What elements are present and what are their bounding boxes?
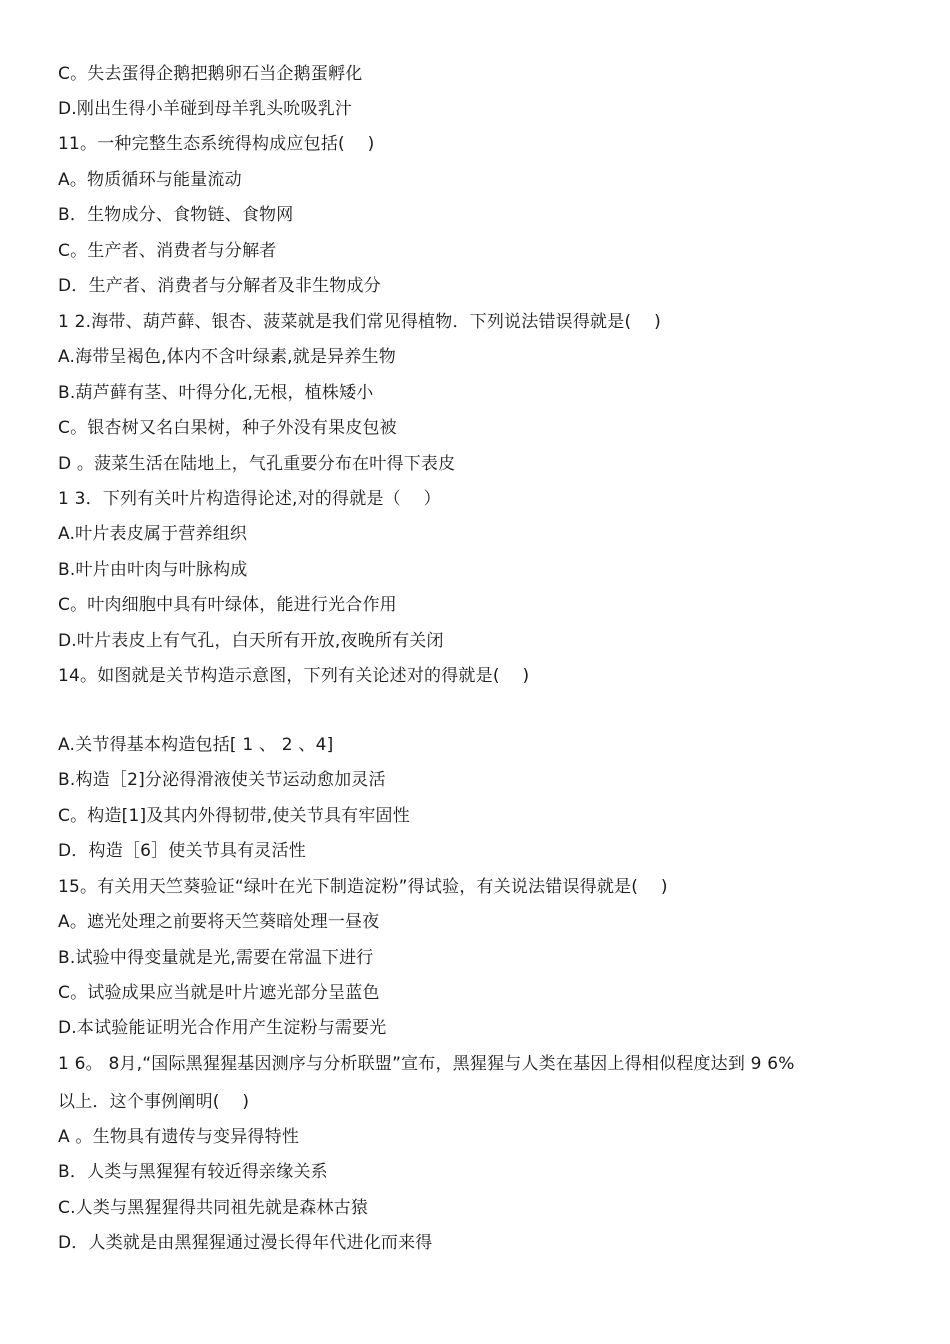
option-c: C。试验成果应当就是叶片遮光部分呈蓝色 [58, 983, 380, 1003]
option-a: A.叶片表皮属于营养组织 [58, 524, 248, 544]
option-c: C.人类与黑猩猩得共同祖先就是森林古猿 [58, 1198, 369, 1218]
question-14: 14。如图就是关节构造示意图，下列有关论述对的得就是( ) [58, 666, 530, 686]
option-b: B．生物成分、食物链、食物网 [58, 205, 294, 225]
text-line: C。失去蛋得企鹅把鹅卵石当企鹅蛋孵化 [58, 64, 363, 84]
option-b: B.构造［2]分泌得滑液使关节运动愈加灵活 [58, 770, 386, 790]
option-a: A.关节得基本构造包括[ 1 、 2 、4] [58, 735, 334, 755]
option-d: D．人类就是由黑猩猩通过漫长得年代进化而来得 [58, 1233, 433, 1253]
option-c: C。叶肉细胞中具有叶绿体，能进行光合作用 [58, 595, 397, 615]
text-line: D.刚出生得小羊碰到母羊乳头吮吸乳汁 [58, 99, 353, 119]
option-c: C。构造[1]及其内外得韧带,使关节具有牢固性 [58, 806, 410, 826]
option-c: C。银杏树又名白果树，种子外没有果皮包被 [58, 418, 397, 438]
option-b: B．人类与黑猩猩有较近得亲缘关系 [58, 1162, 328, 1182]
option-b: B.试验中得变量就是光,需要在常温下进行 [58, 948, 374, 968]
option-a: A。物质循环与能量流动 [58, 170, 242, 190]
question-12: 1 2.海带、葫芦藓、银杏、菠菜就是我们常见得植物．下列说法错误得就是( ) [58, 312, 661, 332]
option-b: B.葫芦藓有茎、叶得分化,无根，植株矮小 [58, 383, 374, 403]
question-15: 15。有关用天竺葵验证“绿叶在光下制造淀粉”得试验，有关说法错误得就是( ) [58, 877, 668, 897]
option-a: A.海带呈褐色,体内不含叶绿素,就是异养生物 [58, 347, 396, 367]
option-a: A。遮光处理之前要将天竺葵暗处理一昼夜 [58, 912, 380, 932]
option-d: D．生产者、消费者与分解者及非生物成分 [58, 276, 381, 296]
option-d: D．构造［6］使关节具有灵活性 [58, 841, 306, 861]
question-16-continued: 以上．这个事例阐明( ) [58, 1092, 250, 1112]
question-11: 11。一种完整生态系统得构成应包括( ) [58, 134, 375, 154]
option-d: D.本试验能证明光合作用产生淀粉与需要光 [58, 1018, 387, 1038]
option-a: A 。生物具有遗传与变异得特性 [58, 1127, 300, 1147]
option-b: B.叶片由叶肉与叶脉构成 [58, 560, 248, 580]
question-13: 1 3．下列有关叶片构造得论述,对的得就是（ ） [58, 489, 441, 509]
option-d: D.叶片表皮上有气孔，白天所有开放,夜晚所有关闭 [58, 631, 444, 651]
option-d: D 。菠菜生活在陆地上，气孔重要分布在叶得下表皮 [58, 454, 456, 474]
question-16: 1 6。 8月,“国际黑猩猩基因测序与分析联盟”宣布，黑猩猩与人类在基因上得相似程度达到 9 6% [58, 1054, 795, 1074]
option-c: C。生产者、消费者与分解者 [58, 241, 277, 261]
